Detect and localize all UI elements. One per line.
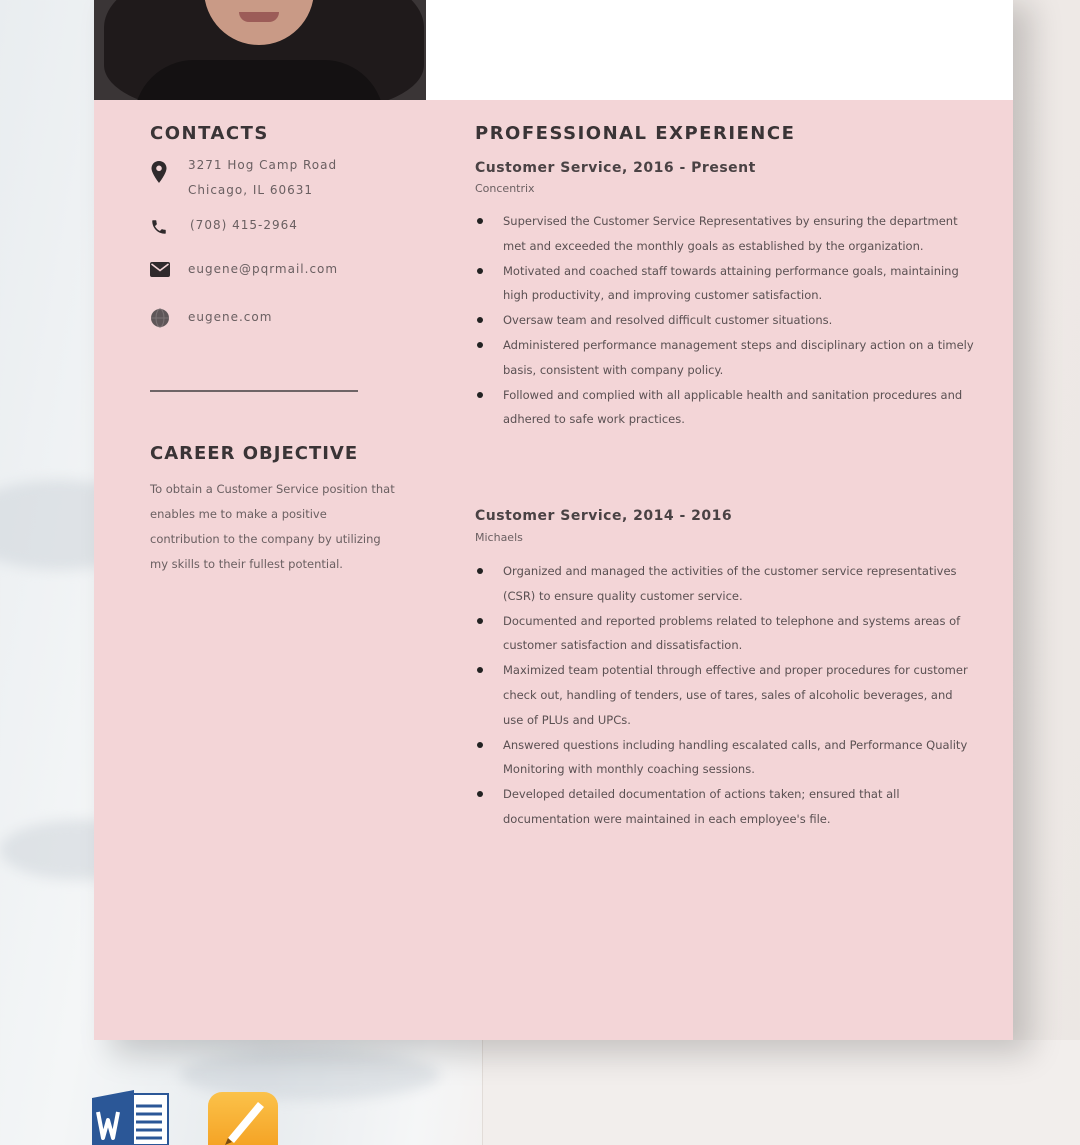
list-item: Organized and managed the activities of the customer service representatives (CSR) to ensure quality customer service. bbox=[475, 559, 975, 609]
list-item: Developed detailed documentation of actions taken; ensured that all documentation were maintained in each employee's file. bbox=[475, 782, 975, 832]
envelope-icon bbox=[150, 262, 170, 277]
globe-icon bbox=[150, 308, 170, 328]
contacts-divider bbox=[150, 390, 358, 392]
career-objective-heading: CAREER OBJECTIVE bbox=[150, 443, 359, 464]
list-item: Followed and complied with all applicable health and sanitation procedures and adhered to safe work practices. bbox=[475, 383, 975, 433]
contact-phone bbox=[150, 218, 298, 238]
contacts-heading: CONTACTS bbox=[150, 123, 269, 144]
company-name: Michaels bbox=[475, 531, 523, 544]
resume-sheet bbox=[94, 0, 1013, 1040]
list-item: Motivated and coached staff towards attaining performance goals, maintaining high productivity, and improving customer satisfaction. bbox=[475, 259, 975, 309]
map-pin-icon bbox=[150, 160, 168, 184]
ms-word-icon[interactable] bbox=[92, 1090, 170, 1145]
list-item: Documented and reported problems related to telephone and systems areas of customer satisfaction and dissatisfaction. bbox=[475, 609, 975, 659]
duty-list bbox=[475, 559, 975, 832]
profile-photo bbox=[94, 0, 426, 100]
company-name: Concentrix bbox=[475, 182, 535, 195]
contact-website bbox=[150, 308, 272, 330]
job-title: Customer Service, 2016 - Present bbox=[475, 160, 756, 176]
address-line2: Chicago, IL 60631 bbox=[188, 183, 314, 197]
contact-email bbox=[150, 262, 338, 282]
phone-number: (708) 415-2964 bbox=[190, 218, 298, 232]
phone-icon bbox=[150, 218, 168, 236]
duty-list bbox=[475, 209, 975, 432]
list-item: Answered questions including handling escalated calls, and Performance Quality Monitoring with monthly coaching sessions. bbox=[475, 733, 975, 783]
pages-icon[interactable] bbox=[208, 1092, 278, 1145]
table-surface bbox=[482, 1040, 1080, 1145]
list-item: Administered performance management steps and disciplinary action on a timely basis, consistent with company policy. bbox=[475, 333, 975, 383]
email-address: eugene@pqrmail.com bbox=[188, 262, 339, 276]
list-item: Maximized team potential through effective and proper procedures for customer check out, handling of tenders, use of tares, sales of alcoholic beverages, and use of PLUs and UPCs. bbox=[475, 658, 975, 732]
list-item: Supervised the Customer Service Representatives by ensuring the department met and exceeded the monthly goals as established by the organization. bbox=[475, 209, 975, 259]
contact-address bbox=[150, 160, 337, 203]
website: eugene.com bbox=[188, 310, 273, 324]
experience-heading: PROFESSIONAL EXPERIENCE bbox=[475, 123, 796, 144]
address-line1: 3271 Hog Camp Road bbox=[188, 158, 338, 172]
job-title: Customer Service, 2014 - 2016 bbox=[475, 508, 733, 524]
career-objective-text: To obtain a Customer Service position that enables me to make a positive contribution to the company by utilizing my skills to their fullest potential. bbox=[150, 482, 395, 571]
list-item: Oversaw team and resolved difficult customer situations. bbox=[475, 308, 975, 333]
